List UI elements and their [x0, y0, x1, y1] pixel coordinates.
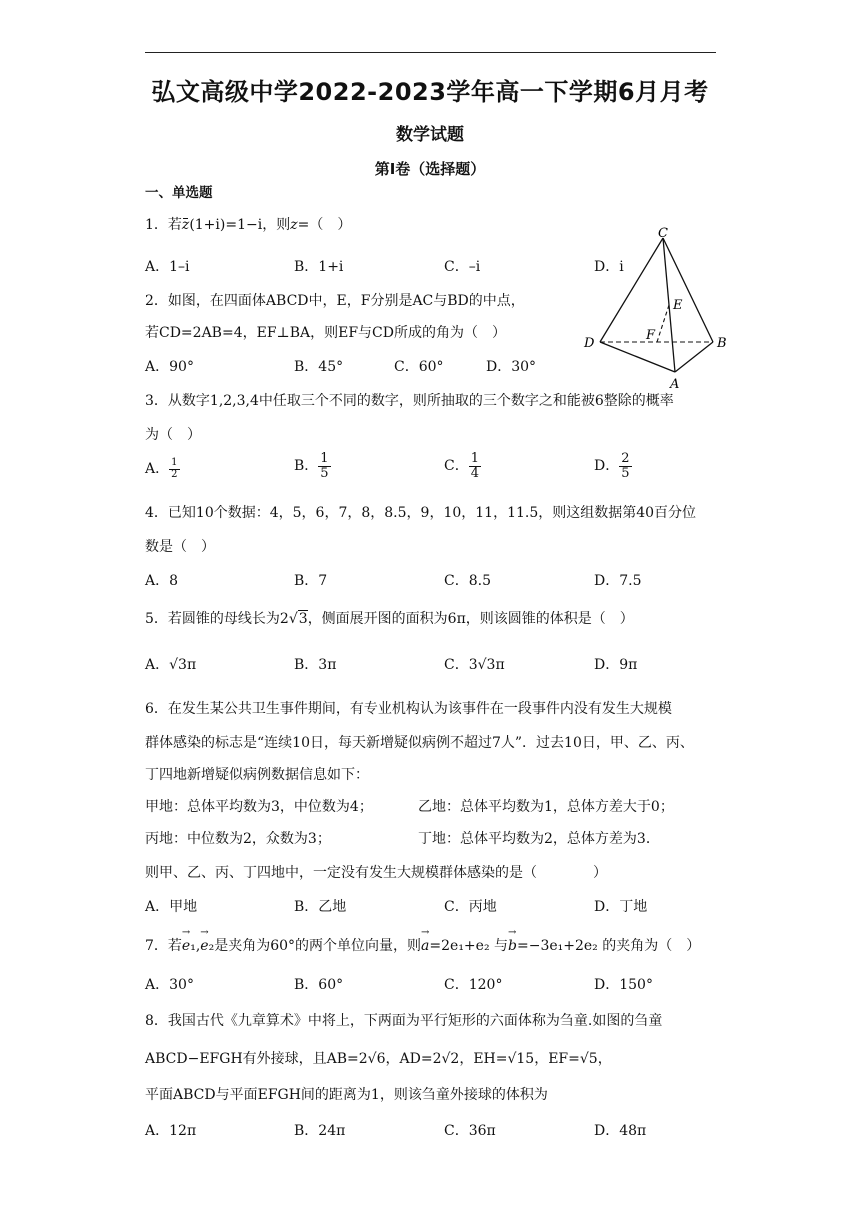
- label-c: C: [658, 226, 668, 241]
- q6-option-c[interactable]: C．丙地: [444, 899, 497, 915]
- q4-option-d[interactable]: D．7.5: [594, 573, 642, 589]
- question-4-line-2: 数是（ ）: [145, 539, 215, 555]
- q3-option-c[interactable]: C． $\frac{1}{4}$: [444, 451, 479, 481]
- q3-option-d[interactable]: D． $\frac{2}{5}$: [594, 451, 630, 481]
- q5-option-c[interactable]: C．3√3π: [444, 657, 505, 673]
- q1-option-a[interactable]: A．1–i: [145, 259, 190, 275]
- label-d: D: [584, 336, 595, 351]
- q1-option-c[interactable]: C．–i: [444, 259, 481, 275]
- section-heading: 一、单选题: [145, 185, 213, 201]
- question-7: 7．若→ e₁,→ e₂是夹角为60°的两个单位向量，则→ a=2e₁+e₂ 与→ b=−3e₁+2e₂ 的夹角为（ ）: [145, 935, 700, 955]
- q2-option-b[interactable]: B．45°: [294, 359, 344, 375]
- segment-ef-hidden: [657, 305, 669, 342]
- volume-title: 第I卷（选择题）: [374, 160, 486, 178]
- question-3-line-1: 3．从数字1,2,3,4中任取三个不同的数字，则所抽取的三个数字之和能被6整除的概率: [145, 393, 674, 409]
- q2-option-a[interactable]: A．90°: [145, 359, 194, 375]
- q7-option-c[interactable]: C．120°: [444, 977, 503, 993]
- top-rule: [145, 52, 716, 53]
- label-e: E: [673, 298, 683, 313]
- q5-option-a[interactable]: A．√3π: [145, 657, 197, 673]
- question-6-line-6: 则甲、乙、丙、丁四地中，一定没有发生大规模群体感染的是（ ）: [145, 865, 607, 881]
- q1-option-b[interactable]: B．1+i: [294, 259, 344, 275]
- question-6-site-ding: 丁地：总体平均数为2，总体方差为3．: [418, 831, 660, 847]
- q4-option-b[interactable]: B．7: [294, 573, 328, 589]
- label-f: F: [646, 328, 656, 343]
- q7-option-d[interactable]: D．150°: [594, 977, 653, 993]
- question-2-line-1: 2．如图，在四面体ABCD中，E，F分别是AC与BD的中点，: [145, 293, 525, 309]
- question-5: 5．若圆锥的母线长为2√3，侧面展开图的面积为6π，则该圆锥的体积是（ ）: [145, 611, 634, 627]
- z-conjugate: z: [181, 217, 190, 233]
- question-6-line-2: 群体感染的标志是“连续10日，每天新增疑似病例不超过7人”．过去10日，甲、乙、丙、: [145, 735, 694, 751]
- q7-option-a[interactable]: A．30°: [145, 977, 194, 993]
- label-a: A: [670, 377, 680, 391]
- question-6-site-yi: 乙地：总体平均数为1，总体方差大于0；: [418, 799, 674, 815]
- edge-da: [600, 342, 675, 372]
- question-6-site-bing: 丙地：中位数为2，众数为3；: [145, 831, 331, 847]
- page-title: 弘文高级中学2022-2023学年高一下学期6月月考: [151, 78, 709, 106]
- question-2-line-2: 若CD=2AB=4，EF⊥BA，则EF与CD所成的角为（ ）: [145, 325, 506, 341]
- q6-option-b[interactable]: B．乙地: [294, 899, 347, 915]
- q8-option-d[interactable]: D．48π: [594, 1123, 647, 1139]
- q2-option-d[interactable]: D．30°: [486, 359, 537, 375]
- question-8-line-2: ABCD−EFGH有外接球，且AB=2√6，AD=2√2，EH=√15，EF=√5，: [145, 1051, 612, 1067]
- q6-option-a[interactable]: A．甲地: [145, 899, 198, 915]
- q4-option-c[interactable]: C．8.5: [444, 573, 491, 589]
- q6-option-d[interactable]: D．丁地: [594, 899, 648, 915]
- q2-option-c[interactable]: C．60°: [394, 359, 444, 375]
- question-1: 1．若z(1+i)=1−i，则z=（ ）: [145, 217, 352, 233]
- q8-option-a[interactable]: A．12π: [145, 1123, 197, 1139]
- q3-option-b[interactable]: B． $\frac{1}{5}$: [294, 451, 329, 481]
- q4-option-a[interactable]: A．8: [145, 573, 179, 589]
- q5-option-b[interactable]: B．3π: [294, 657, 337, 673]
- q7-option-b[interactable]: B．60°: [294, 977, 344, 993]
- question-4-line-1: 4．已知10个数据：4，5，6，7，8，8.5，9，10，11，11.5，则这组数据第40百分位: [145, 505, 697, 521]
- label-b: B: [717, 336, 727, 351]
- question-6-line-1: 6．在发生某公共卫生事件期间，有专业机构认为该事件在一段事件内没有发生大规模: [145, 701, 672, 717]
- question-8-line-3: 平面ABCD与平面EFGH间的距离为1，则该刍童外接球的体积为: [145, 1087, 548, 1103]
- q8-option-c[interactable]: C．36π: [444, 1123, 496, 1139]
- question-6-site-jia: 甲地：总体平均数为3，中位数为4；: [145, 799, 373, 815]
- q3-option-a[interactable]: A． $\frac{1}{2}$: [145, 457, 178, 480]
- question-8-line-1: 8．我国古代《九章算术》中将上，下两面为平行矩形的六面体称为刍童.如图的刍童: [145, 1013, 663, 1029]
- q5-option-d[interactable]: D．9π: [594, 657, 638, 673]
- tetrahedron-figure: [580, 226, 730, 391]
- q8-option-b[interactable]: B．24π: [294, 1123, 346, 1139]
- question-3-line-2: 为（ ）: [145, 427, 201, 443]
- subject-title: 数学试题: [396, 125, 464, 145]
- question-6-line-3: 丁四地新增疑似病例数据信息如下：: [145, 767, 369, 783]
- q1-option-d[interactable]: D．i: [594, 259, 624, 275]
- edge-ba: [675, 342, 713, 372]
- edge-cd: [600, 238, 663, 342]
